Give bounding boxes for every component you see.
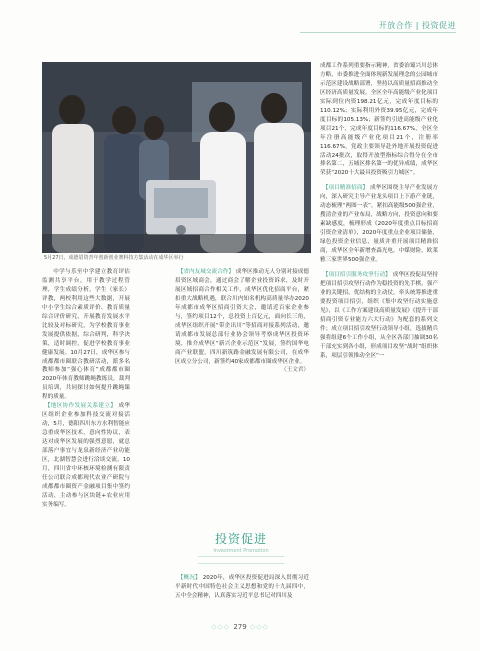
section-title-precise-investment: 【项目精准招商】: [322, 185, 369, 192]
col1-section: [42, 402, 130, 509]
page-number: ◇◇◇ 279 ◇◇◇: [210, 623, 270, 631]
section-title-overview: 【概况】: [177, 575, 201, 581]
banner-subtitle: Investment Promotion: [213, 548, 269, 554]
col3-section-2-body: 成华区投促局坚持把项目招引攻坚行动作为稳投资的先手棋，强产业的关键招，优结构的主动仗，牵头统筹推进重要投资项目招引，组织《集中攻坚行动实施意见》，以《工作方案建设高质量发展》《提升干部招商引资专业能力六大行动》为配套的系列文件；成立项目招引攻坚行动领导小组，选拔精兵强将组建6个工作小组，从全区各部门抽调30名干部充实到各小组，形成项目攻坚“战时”组织体系，项层引领推动全区“一: [320, 271, 438, 359]
section-banner: [188, 524, 294, 570]
col1-paragraph: 中学与乐至中学建立教育评估监测共享平台，用于教学过程管理，学生成绩分析，学生（家长）评教，两校利用这些大数据，开展中小学生综合素质评价、教育质量综合评价研究，开展教育发展水平比较及对标研究，为学校教育事业发展提供依据，综合研判，科学决策，适时调控，促进学校教育事业健康发展。10月27日，成华区参与成都都市圈联合教研活动，派多名教师参加“强心体育”成都都市圈2020年体育教师跳绳教练员，裁判员培训，共同探讨如何提升跳绳课程的质量。: [42, 269, 130, 401]
col3-section-1: [320, 184, 438, 265]
column-2-overview: [175, 574, 309, 601]
col3-paragraph: 成都工作系列重要指示精神，省委治蜀兴川总体方略，市委推进全面体现新发展理念的公园城市示范区建设战略部署，坚持以高质量招商推动全区经济高质量发展。全区全年高能级产业化项目实际到位内资198.21亿元，完成年度目标的110.12%；实际利用外资39.95亿元，完成年度目标的105.13%；新签约引进高能级产业化项目21个，完成年度目标的116.67%，全区全年注册高能级产业化项目21个，注册率116.67%，党政主要领导赴外地开展投资促进活动24批次，取得开放型指标综合得分在全市排名第二，五城区排名第一的优异成绩，成华区荣获“2020十大最具投资吸引力城区”。: [320, 63, 438, 177]
header-rule: [300, 32, 456, 33]
banner-title: 投资促进: [214, 532, 267, 546]
photo-caption: 5月27日，成德眉资青年创新创业赛科技方集活动在成华区举行: [44, 255, 184, 261]
col1-section-body: 成华区组织企业参加科技交流对接活动，5月，德阳四川东方水利智能应急重成华区技术，意向性协议，表达对成华区发展的强烈意愿，就总部落户事宜与龙泉新经济产业功能区，北湖智慧会进行洽谈交流。10月，四川省中环核环境检测有限责任公司联合成都现代农业产研院与成都都市圈资产金融项目集中签约活动，主动参与区块链+农业应用实务编写。: [42, 403, 130, 508]
section-title-friendly-cities: 【省内友城交流合作】: [177, 269, 235, 275]
col2-section: [175, 268, 309, 366]
col3-section-1-body: 成华区围绕主导产业发展方向，深入研究主导产业龙头项目上下游产业链，动态梳理“两图一表”，紧扣高能级500强企业，搜清企业的产业布局，战略方向，投资意向和要素缺感度，梳理形成《2020年度重点目标招商引资企业清单》，2020年度重点企业项目储备，绿色投资企业信息，量质并重开展项目精准招商，成华区全年新增查森光电，中煤财险，欧莱雅三家世界500强企业。: [320, 185, 438, 264]
author-signature: （王文君）: [281, 367, 309, 374]
section-title-project-campaign: 【项目招引服务攻坚行动】: [322, 271, 391, 278]
event-photo: [42, 62, 311, 253]
col2-section-body: 成华区推动无人分别对接成德眉资区域商会，通过商会了解企业投资诉求，及时开展区域招商合作相关工作，成华区优化招商平台，紧扣重大战略机遇，联合川内知名机构高质量举办2020年成都市成华区招商引资大会，邀请近百家企业参与，签约项目12个，总投资上百亿元，面向长三角，成华区组织开展“带企出川”等招商对接系列活动，邀请成都市发展总部行业协会领导考察成华区投资环境，推介成华区“新兴企业示范区”发展，签约国华电商产业联盟，四川新筑路金融发展有限公司，在成华区成立分公司，新签约40家成都都市圈成华区企业。: [175, 269, 309, 365]
column-1: [42, 268, 130, 510]
col3-section-2: [320, 271, 438, 361]
overview-body: 2020年，成华区投资促进局深入贯彻习近平新时代中国特色社会主义思想和党的十九届四中，五中全会精神，认真落实习近平总书记对四川及: [175, 575, 309, 599]
column-2: [175, 268, 309, 375]
column-3: [320, 62, 438, 361]
overview-section: [175, 574, 309, 601]
section-title-regional-cooperation: 【地区协作发展关系建立】: [44, 403, 117, 410]
running-header: 开放合作 | 投资促进: [378, 21, 456, 30]
banner-rule: [198, 556, 284, 564]
